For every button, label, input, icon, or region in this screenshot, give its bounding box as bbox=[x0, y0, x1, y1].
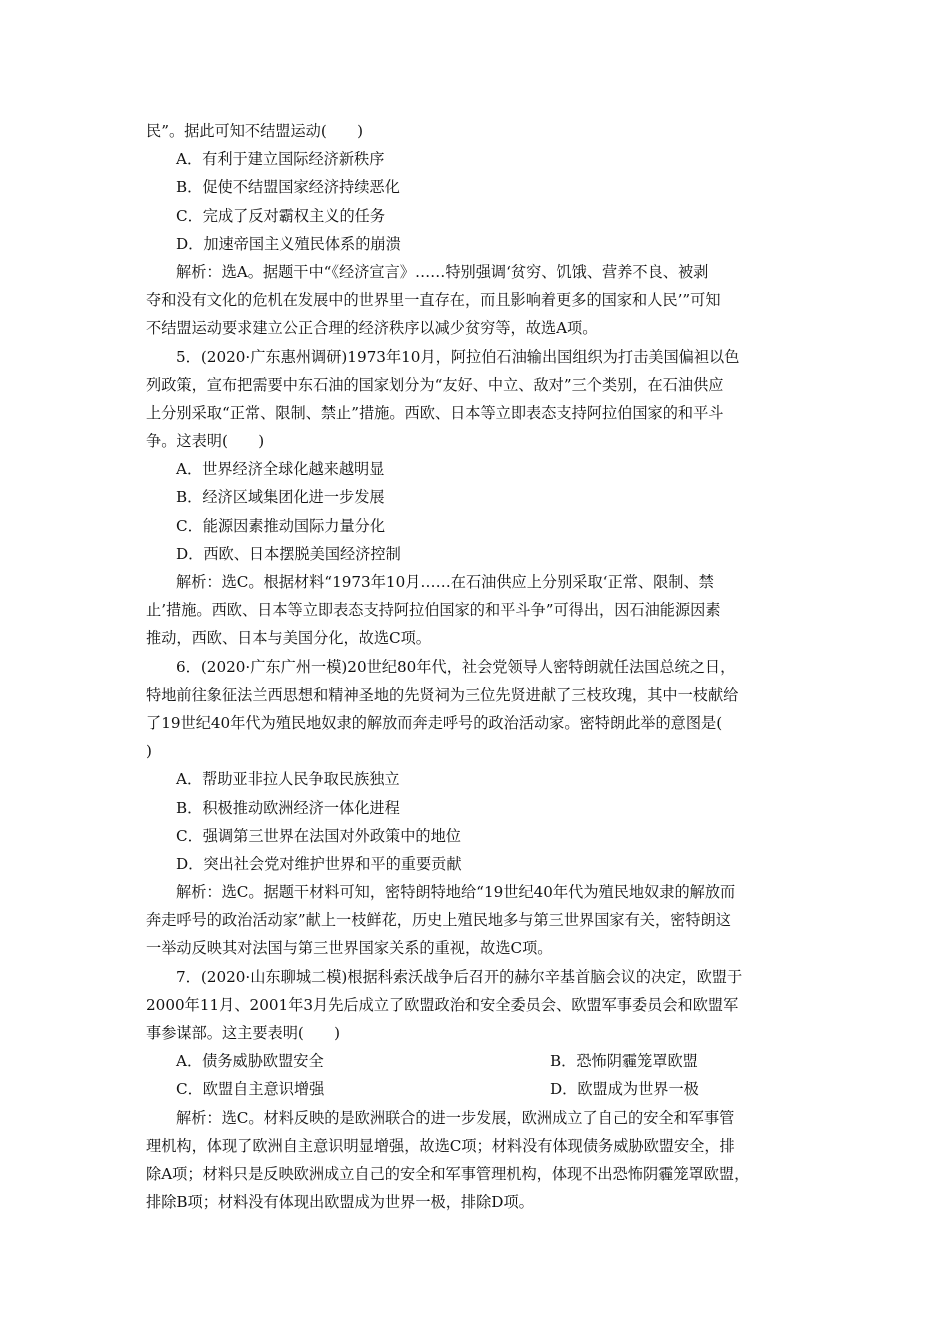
option-d: D．突出社会党对维护世界和平的重要贡献 bbox=[176, 854, 462, 873]
option-a: A．世界经济全球化越来越明显 bbox=[176, 460, 385, 479]
option-b: B．促使不结盟国家经济持续恶化 bbox=[176, 178, 400, 197]
analysis-line: 除A项；材料只是反映欧洲成立自己的安全和军事管理机构，体现不出恐怖阴霾笼罩欧盟， bbox=[146, 1164, 750, 1183]
analysis-line: 解析：选C。材料反映的是欧洲联合的进一步发展，欧洲成立了自己的安全和军事管 bbox=[176, 1108, 735, 1127]
option-a: A．帮助亚非拉人民争取民族独立 bbox=[176, 770, 400, 789]
analysis-line: 止’措施。西欧、日本等立即表态支持阿拉伯国家的和平斗争”可得出，因石油能源因素 bbox=[146, 601, 721, 620]
option-c: C．强调第三世界在法国对外政策中的地位 bbox=[176, 826, 461, 845]
question-7-line: 7．(2020·山东聊城二模)根据科索沃战争后召开的赫尔辛基首脑会议的决定，欧盟于 bbox=[176, 967, 743, 986]
option-b: B．经济区域集团化进一步发展 bbox=[176, 488, 385, 507]
analysis-line: 解析：选C。根据材料“1973年10月……在石油供应上分别采取‘正常、限制、禁 bbox=[176, 573, 714, 591]
question-6-line: 特地前往象征法兰西思想和精神圣地的先贤祠为三位先贤进献了三枝玫瑰，其中一枝献给 bbox=[146, 685, 739, 704]
option-c: C．完成了反对霸权主义的任务 bbox=[176, 206, 386, 225]
question-6-line: 了19世纪40年代为殖民地奴隶的解放而奔走呼号的政治活动家。密特朗此举的意图是( bbox=[146, 713, 723, 732]
analysis-line: 推动，西欧、日本与美国分化，故选C项。 bbox=[146, 629, 431, 648]
analysis-line: 一举动反映其对法国与第三世界国家关系的重视，故选C项。 bbox=[146, 939, 553, 958]
analysis-line: 不结盟运动要求建立公正合理的经济秩序以减少贫穷等，故选A项。 bbox=[146, 319, 598, 338]
question-5-line: 争。这表明( ) bbox=[146, 432, 265, 451]
option-b: B．积极推动欧洲经济一体化进程 bbox=[176, 798, 400, 817]
options-row bbox=[146, 1075, 810, 1103]
option-a: A．有利于建立国际经济新秩序 bbox=[176, 150, 385, 169]
question-7-line: 2000年11月、2001年3月先后成立了欧盟政治和安全委员会、欧盟军事委员会和欧盟军 bbox=[146, 995, 739, 1014]
analysis-line: 奔走呼号的政治活动家”献上一枝鲜花，历史上殖民地多与第三世界国家有关，密特朗这 bbox=[146, 911, 731, 930]
analysis-line: 解析：选C。据题干材料可知，密特朗特地给“19世纪40年代为殖民地奴隶的解放而 bbox=[176, 883, 736, 902]
analysis-line: 理机构，体现了欧洲自主意识明显增强，故选C项；材料没有体现债务威胁欧盟安全，排 bbox=[146, 1136, 735, 1155]
option-d: D．西欧、日本摆脱美国经济控制 bbox=[176, 544, 401, 563]
document-body bbox=[146, 117, 810, 1216]
question-5-line: 列政策，宣布把需要中东石油的国家划分为“友好、中立、敌对”三个类别，在石油供应 bbox=[146, 375, 724, 394]
analysis-line: 解析：选A。据题干中“《经济宣言》……特别强调‘贫穷、饥饿、营养不良、被剥 bbox=[176, 262, 709, 281]
text-line: 民”。据此可知不结盟运动( ) bbox=[146, 122, 364, 140]
question-5-line: 上分别采取“正常、限制、禁止”措施。西欧、日本等立即表态支持阿拉伯国家的和平斗 bbox=[146, 403, 724, 422]
option-d: D．欧盟成为世界一极 bbox=[550, 1080, 699, 1099]
option-d: D．加速帝国主义殖民体系的崩溃 bbox=[176, 234, 401, 253]
option-b: B．恐怖阴霾笼罩欧盟 bbox=[550, 1052, 698, 1071]
question-7-line: 事参谋部。这主要表明( ) bbox=[146, 1024, 341, 1042]
question-5-line: 5．(2020·广东惠州调研)1973年10月，阿拉伯石油输出国组织为打击美国偏袒以色 bbox=[176, 347, 740, 366]
analysis-line: 排除B项；材料没有体现出欧盟成为世界一极，排除D项。 bbox=[146, 1193, 534, 1212]
option-c: C．欧盟自主意识增强 bbox=[176, 1080, 325, 1099]
options-row bbox=[146, 1047, 810, 1075]
question-6-line: 6．(2020·广东广州一模)20世纪80年代，社会党领导人密特朗就任法国总统之日， bbox=[176, 657, 736, 676]
analysis-line: 夺和没有文化的危机在发展中的世界里一直存在，而且影响着更多的国家和人民’”可知 bbox=[146, 291, 721, 310]
option-a: A．债务威胁欧盟安全 bbox=[176, 1052, 324, 1071]
question-6-line: ) bbox=[146, 742, 152, 761]
option-c: C．能源因素推动国际力量分化 bbox=[176, 516, 386, 535]
